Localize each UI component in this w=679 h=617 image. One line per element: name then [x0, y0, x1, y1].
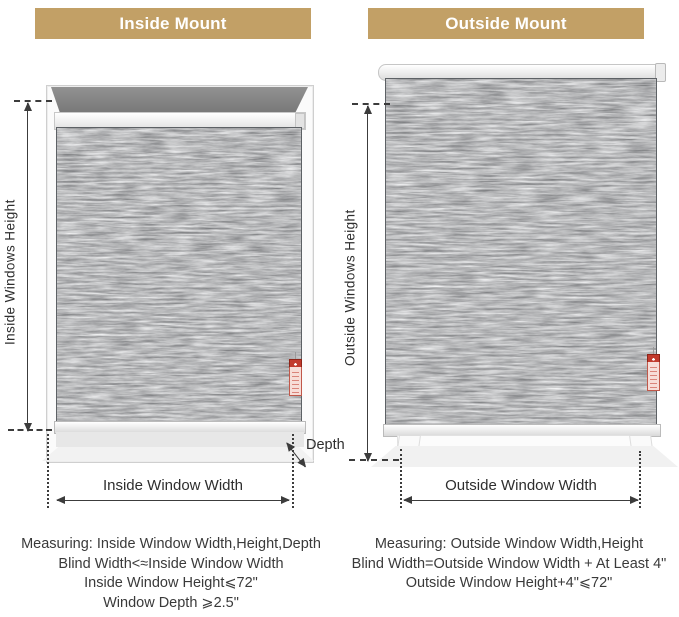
- tag-cord: [295, 352, 296, 359]
- inside-mount-notes: [6, 535, 336, 613]
- note-line: Inside Window Height⩽72": [84, 575, 258, 591]
- inside-window-top-recess: [51, 87, 308, 113]
- outside-height-label: Outside Windows Height: [342, 209, 358, 366]
- inside-headrail-bracket: [295, 113, 305, 129]
- inside-width-dimension-arrow: [57, 500, 289, 501]
- outside-width-label: Outside Window Width: [445, 477, 597, 494]
- inside-height-top-tick: [14, 100, 52, 102]
- inside-mount-title: Inside Mount: [119, 13, 227, 33]
- outside-width-left-extension: [400, 449, 402, 508]
- tag-body: [289, 367, 302, 396]
- arrowhead-right-icon: [281, 496, 290, 504]
- note-line: Blind Width<≈Inside Window Width: [58, 555, 284, 572]
- outside-headrail-end-cap: [655, 63, 666, 82]
- inside-mount-header: [35, 8, 311, 39]
- inside-blind-fabric: [57, 128, 301, 421]
- outside-blind-fabric: [386, 79, 656, 424]
- note-line: Outside Window Height+4"⩽72": [405, 575, 613, 591]
- outside-mount-title: Outside Mount: [445, 13, 567, 33]
- depth-label: Depth: [306, 437, 345, 453]
- note-line: Blind Width=Outside Window Width + At Least 4": [351, 555, 667, 572]
- inside-width-left-extension: [47, 434, 49, 508]
- note-line: Measuring: Outside Window Width,Height: [374, 536, 644, 552]
- inside-window-sill-inner: [56, 432, 304, 447]
- hang-tag-icon: [289, 359, 302, 397]
- outside-width-right-extension: [639, 451, 641, 508]
- note-line: Window Depth ⩾2.5": [103, 594, 239, 611]
- outside-height-dimension-arrow: [367, 106, 368, 461]
- outside-mount-notes: [344, 535, 674, 594]
- inside-height-dimension-arrow: [27, 103, 28, 431]
- hang-tag-icon: [647, 354, 660, 392]
- inside-height-label: Inside Windows Height: [2, 199, 18, 346]
- tag-body: [647, 362, 660, 391]
- outside-width-dimension-arrow: [404, 500, 638, 501]
- outside-mount-header: [368, 8, 644, 39]
- inside-width-label: Inside Window Width: [102, 477, 244, 494]
- arrowhead-left-icon: [403, 496, 412, 504]
- outside-height-bottom-tick: [349, 459, 399, 461]
- arrowhead-up-icon: [364, 105, 372, 114]
- note-line: Measuring: Inside Window Width,Height,Depth: [21, 536, 321, 552]
- arrowhead-left-icon: [56, 496, 65, 504]
- arrowhead-right-icon: [630, 496, 639, 504]
- tag-cord: [653, 347, 654, 354]
- outside-window-sill: [371, 446, 678, 467]
- arrowhead-down-icon: [364, 453, 372, 462]
- arrowhead-down-icon: [24, 423, 32, 432]
- arrowhead-up-icon: [24, 102, 32, 111]
- inside-window-sill-front: [42, 447, 314, 461]
